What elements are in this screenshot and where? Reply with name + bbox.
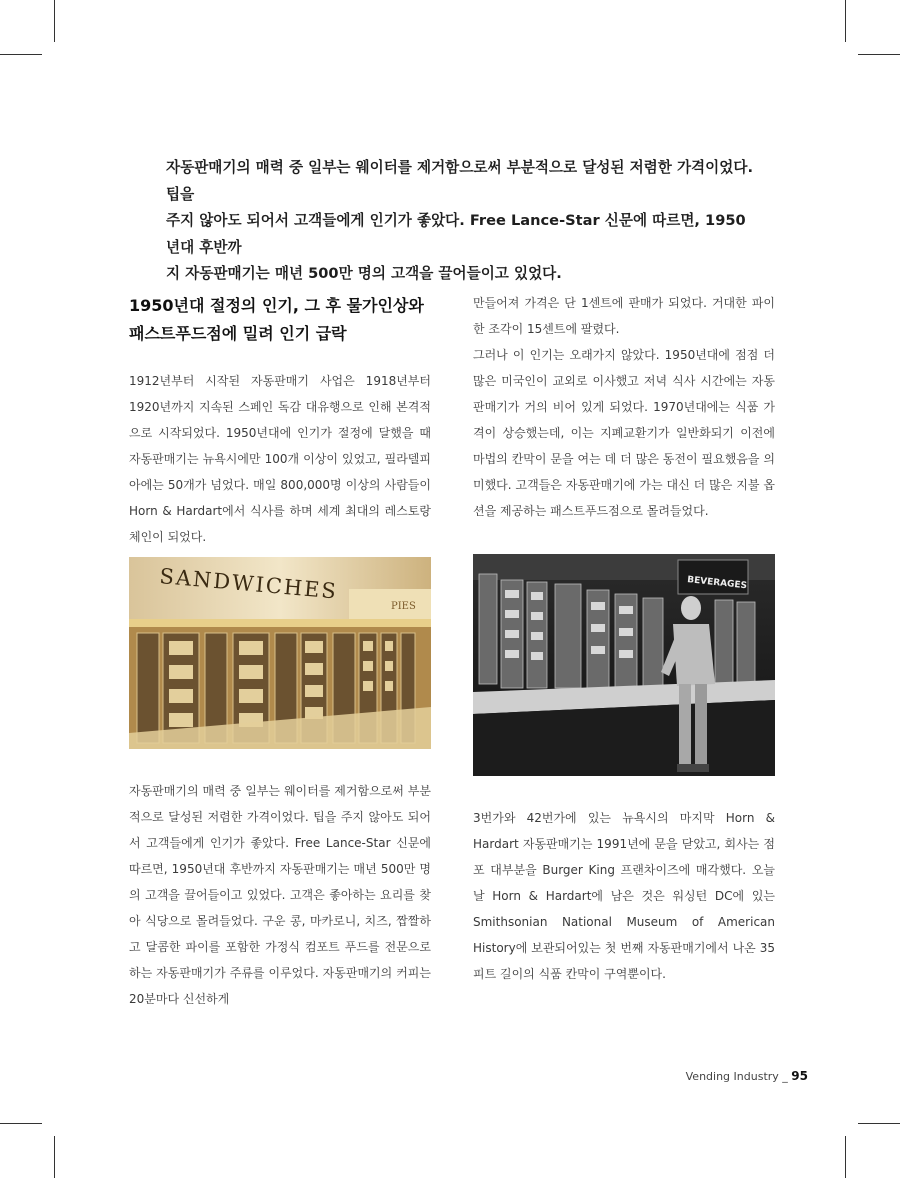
body-column-right-bottom <box>473 805 775 987</box>
page-footer <box>686 1069 808 1083</box>
section-heading-line: 패스트푸드점에 밀려 인기 급락 <box>129 324 347 343</box>
pull-quote <box>166 155 756 288</box>
body-paragraph: 그러나 이 인기는 오래가지 않았다. 1950년대에 점점 더 많은 미국인이 교외로 이사했고 저녁 식사 시간에는 자동판매기가 거의 비어 있게 되었다. 1970년대에는 식품 가격이 상승했는데, 이는 지폐교환기가 일반화되기 이전에 마법의 칸막이 문을 여는 데 더 많은 동전이 필요했음을 의미했다. 고객들은 자동판매기에 가는 대신 더 많은 지불 옵션을 제공하는 패스트푸드점으로 몰려들었다. <box>473 348 775 518</box>
automat-customer-photo <box>473 554 775 776</box>
body-column-right-top <box>473 290 775 524</box>
crop-mark <box>54 1136 55 1178</box>
automat-sandwiches-photo <box>129 557 431 749</box>
crop-mark <box>0 54 42 55</box>
body-paragraph: 만들어져 가격은 단 1센트에 판매가 되었다. 거대한 파이 한 조각이 15센트에 팔렸다. <box>473 296 775 336</box>
crop-mark <box>54 0 55 42</box>
section-heading <box>129 292 449 348</box>
pull-quote-line: 주지 않아도 되어서 고객들에게 인기가 좋았다. Free Lance-Star 신문에 따르면, 1950년대 후반까 <box>166 212 746 256</box>
page-number: 95 <box>791 1069 808 1083</box>
crop-mark <box>845 0 846 42</box>
body-column-left-top <box>129 368 431 550</box>
sign-text: PIES <box>391 601 416 612</box>
running-title: Vending Industry _ <box>685 1070 788 1083</box>
section-heading-line: 1950년대 절정의 인기, 그 후 물가인상와 <box>129 296 424 315</box>
sign-text: BEVERAGES <box>686 575 748 592</box>
crop-mark <box>845 1136 846 1178</box>
body-paragraph: 1912년부터 시작된 자동판매기 사업은 1918년부터 1920년까지 지속된 스페인 독감 대유행으로 인해 본격적으로 시작되었다. 1950년대에 인기가 절정에 달했을 때 자동판매기는 뉴욕시에만 100개 이상이 있었고, 필라델피아에는 50개가 넘었다. 매일 800,000명 이상의 사람들이 Horn & Hardart에서 식사를 하며 세계 최대의 레스토랑 체인이 되었다. <box>129 374 431 544</box>
sign-text: SANDWICHES <box>158 564 339 604</box>
pull-quote-line: 지 자동판매기는 매년 500만 명의 고객을 끌어들이고 있었다. <box>166 265 562 282</box>
body-paragraph: 자동판매기의 매력 중 일부는 웨이터를 제거함으로써 부분적으로 달성된 저렴한 가격이었다. 팁을 주지 않아도 되어서 고객들에게 인기가 좋았다. Free Lance-Star 신문에 따르면, 1950년대 후반까지 자동판매기는 매년 500만 명의 고객을 끌어들이고 있었다. 고객은 좋아하는 요리를 찾아 식당으로 몰려들었다. 구운 콩, 마카로니, 치즈, 짭짤하고 달콤한 파이를 포함한 가정식 컴포트 푸드를 전문으로 하는 자동판매기가 주류를 이루었다. 자동판매기의 커피는 20분마다 신선하게 <box>129 784 431 1006</box>
pull-quote-line: 자동판매기의 매력 중 일부는 웨이터를 제거함으로써 부분적으로 달성된 저렴한 가격이었다. 팁을 <box>166 159 753 203</box>
crop-mark <box>858 54 900 55</box>
crop-mark <box>0 1123 42 1124</box>
body-paragraph: 3번가와 42번가에 있는 뉴욕시의 마지막 Horn & Hardart 자동판매기는 1991년에 문을 닫았고, 회사는 점포 대부분을 Burger King 프랜차이즈에 매각했다. 오늘날 Horn & Hardart에 남은 것은 워싱턴 DC에 있는 Smithsonian National Museum of American History에 보관되어있는 첫 번째 자동판매기에서 나온 35피트 길이의 식품 칸막이 구역뿐이다. <box>473 811 775 981</box>
crop-mark <box>858 1123 900 1124</box>
body-column-left-bottom <box>129 778 431 1012</box>
